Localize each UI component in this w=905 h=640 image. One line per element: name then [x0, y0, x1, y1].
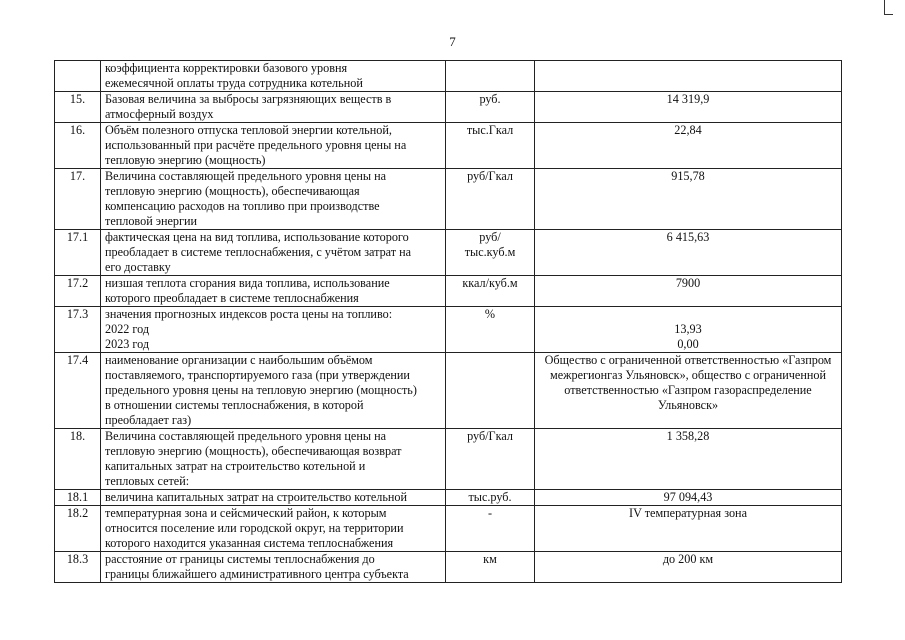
row-unit-line — [450, 353, 530, 368]
table-row — [55, 429, 842, 490]
row-value-line: IV температурная зона — [629, 506, 747, 520]
parameters-table — [54, 60, 842, 583]
row-value-line: Ульяновск» — [657, 398, 719, 412]
row-value-line: 1 358,28 — [666, 429, 710, 443]
row-unit-line: км — [483, 552, 497, 566]
row-value-line: до 200 км — [662, 552, 714, 566]
row-description-line: предельного уровня цены на тепловую энергию (мощность) — [105, 383, 417, 397]
row-description-line: Величина составляющей предельного уровня цены на — [105, 429, 387, 443]
row-value-line: 915,78 — [671, 169, 705, 183]
row-description-line: использованный при расчёте предельного уровня цены на — [105, 138, 407, 152]
row-number-cell — [55, 61, 101, 92]
row-description-line: компенсацию расходов на топливо при производстве — [105, 199, 380, 213]
row-description-line: ежемесячной оплаты труда сотрудника котельной — [105, 76, 363, 90]
row-description-line: наименование организации с наибольшим объёмом — [105, 353, 373, 367]
row-description-line: тепловую энергию (мощность) — [105, 153, 266, 167]
row-description-line: тепловых сетей: — [105, 474, 190, 488]
row-description-line: величина капитальных затрат на строительство котельной — [105, 490, 408, 504]
row-value-cell — [535, 552, 842, 583]
row-number-cell: 18.3 — [55, 552, 101, 583]
row-unit-cell — [446, 276, 535, 307]
row-value-cell — [535, 506, 842, 552]
row-value-line: ответственностью «Газпром газораспределение — [564, 383, 812, 397]
row-unit-cell — [446, 169, 535, 230]
row-unit-line: руб/Гкал — [467, 429, 513, 443]
row-value-line: 97 094,43 — [663, 490, 713, 504]
row-unit-cell — [446, 230, 535, 276]
row-description-cell — [101, 92, 446, 123]
row-description-cell — [101, 230, 446, 276]
row-number-cell: 17. — [55, 169, 101, 230]
table-row — [55, 230, 842, 276]
row-description-line: границы ближайшего административного центра субъекта — [105, 567, 409, 581]
row-value-line — [539, 307, 837, 322]
row-description-line: которого находится указанная система теплоснабжения — [105, 536, 394, 550]
row-value-line: 22,84 — [674, 123, 702, 137]
row-number-cell: 17.1 — [55, 230, 101, 276]
row-value-cell — [535, 429, 842, 490]
row-value-line: межрегионгаз Ульяновск», общество с ограниченной — [549, 368, 826, 382]
table-row — [55, 61, 842, 92]
row-value-line: 14 319,9 — [666, 92, 710, 106]
row-description-line: поставляемого, транспортируемого газа (при утверждении — [105, 368, 410, 382]
row-value-cell — [535, 307, 842, 353]
row-description-cell — [101, 61, 446, 92]
row-unit-cell — [446, 307, 535, 353]
row-description-line: атмосферный воздух — [105, 107, 214, 121]
row-value-line: 6 415,63 — [666, 230, 710, 244]
table-row — [55, 169, 842, 230]
row-description-line: которого преобладает в системе теплоснабжения — [105, 291, 359, 305]
row-description-line: Величина составляющей предельного уровня цены на — [105, 169, 387, 183]
row-value-cell — [535, 230, 842, 276]
row-description-line: 2023 год — [105, 337, 150, 351]
row-number-cell: 17.2 — [55, 276, 101, 307]
row-description-line: Базовая величина за выбросы загрязняющих веществ в — [105, 92, 392, 106]
row-unit-cell — [446, 61, 535, 92]
row-number-cell: 17.3 — [55, 307, 101, 353]
row-number-cell: 18.2 — [55, 506, 101, 552]
table-row — [55, 123, 842, 169]
table-row — [55, 276, 842, 307]
row-unit-cell — [446, 552, 535, 583]
table-row — [55, 490, 842, 506]
row-description-line: коэффициента корректировки базового уровня — [105, 61, 348, 75]
row-description-cell — [101, 429, 446, 490]
row-description-line: Объём полезного отпуска тепловой энергии котельной, — [105, 123, 392, 137]
row-unit-line: руб. — [479, 92, 501, 106]
row-value-cell — [535, 61, 842, 92]
row-unit-line: ккал/куб.м — [462, 276, 518, 290]
row-value-line — [539, 61, 837, 76]
row-description-line: капитальных затрат на строительство котельной и — [105, 459, 366, 473]
corner-mark — [884, 0, 893, 15]
row-description-line: значения прогнозных индексов роста цены на топливо: — [105, 307, 393, 321]
table-row — [55, 307, 842, 353]
table-row — [55, 552, 842, 583]
row-description-line: тепловой энергии — [105, 214, 198, 228]
row-description-cell — [101, 353, 446, 429]
row-value-line: 0,00 — [677, 337, 699, 351]
row-unit-line: тыс.куб.м — [464, 245, 516, 259]
row-description-line: в отношении системы теплоснабжения, в которой — [105, 398, 364, 412]
row-description-cell — [101, 552, 446, 583]
row-unit-line: тыс.Гкал — [466, 123, 514, 137]
row-description-cell — [101, 506, 446, 552]
row-description-line: тепловую энергию (мощность), обеспечивающая возврат — [105, 444, 402, 458]
row-description-cell — [101, 276, 446, 307]
row-value-cell — [535, 92, 842, 123]
row-value-line: 13,93 — [674, 322, 702, 336]
row-unit-cell — [446, 429, 535, 490]
row-number-cell: 16. — [55, 123, 101, 169]
row-unit-line: руб/ — [479, 230, 501, 244]
row-number-cell: 15. — [55, 92, 101, 123]
row-value-cell — [535, 490, 842, 506]
row-value-cell — [535, 276, 842, 307]
row-description-cell — [101, 123, 446, 169]
row-unit-cell — [446, 353, 535, 429]
row-unit-line — [450, 61, 530, 76]
row-description-cell — [101, 169, 446, 230]
table-row — [55, 506, 842, 552]
row-description-line: относится поселение или городской округ, на территории — [105, 521, 404, 535]
row-description-line: низшая теплота сгорания вида топлива, использование — [105, 276, 390, 290]
row-description-line: преобладает в системе теплоснабжения, с учётом затрат на — [105, 245, 412, 259]
row-description-line: его доставку — [105, 260, 171, 274]
row-unit-line: % — [484, 307, 496, 321]
row-unit-cell — [446, 123, 535, 169]
row-value-line: Общество с ограниченной ответственностью «Газпром — [544, 353, 832, 367]
row-unit-cell — [446, 490, 535, 506]
row-description-line: фактическая цена на вид топлива, использование которого — [105, 230, 409, 244]
row-unit-line: - — [487, 506, 493, 520]
row-number-cell: 17.4 — [55, 353, 101, 429]
table-body — [55, 61, 842, 583]
row-value-cell — [535, 353, 842, 429]
row-unit-line: тыс.руб. — [468, 490, 512, 504]
row-description-line: преобладает газ) — [105, 413, 192, 427]
row-value-cell — [535, 169, 842, 230]
page-number: 7 — [449, 34, 456, 49]
row-unit-cell — [446, 506, 535, 552]
row-value-line: 7900 — [675, 276, 701, 290]
row-number-cell: 18. — [55, 429, 101, 490]
row-description-line: тепловую энергию (мощность), обеспечивающая — [105, 184, 360, 198]
row-description-line: 2022 год — [105, 322, 150, 336]
row-description-cell — [101, 490, 446, 506]
table-row — [55, 353, 842, 429]
row-description-line: температурная зона и сейсмический район, к которым — [105, 506, 387, 520]
row-description-cell — [101, 307, 446, 353]
row-value-cell — [535, 123, 842, 169]
row-unit-line: руб/Гкал — [467, 169, 513, 183]
row-description-line: расстояние от границы системы теплоснабжения до — [105, 552, 375, 566]
row-number-cell: 18.1 — [55, 490, 101, 506]
row-unit-cell — [446, 92, 535, 123]
table-row — [55, 92, 842, 123]
